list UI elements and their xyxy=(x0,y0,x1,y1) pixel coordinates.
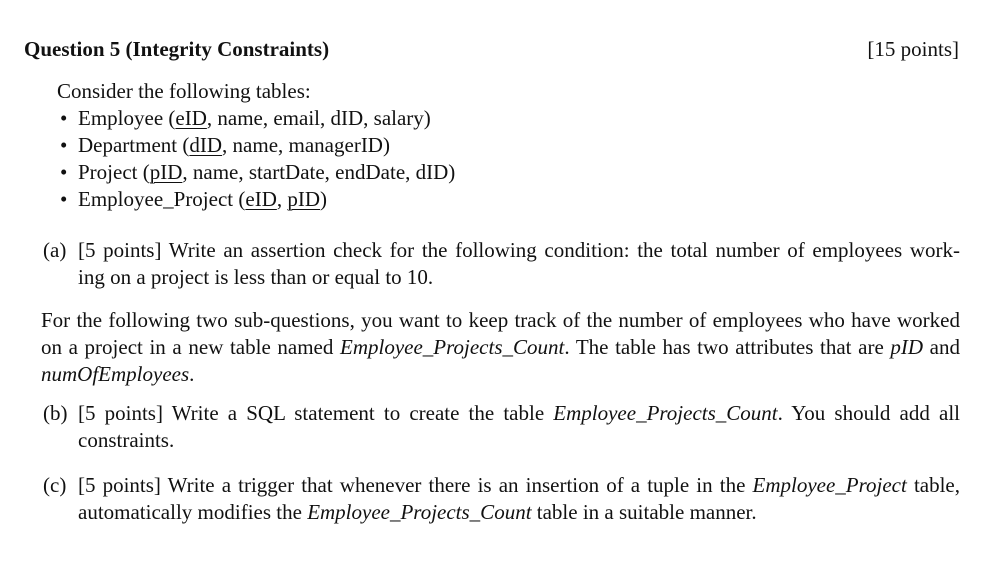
attribute-list: , xyxy=(276,187,288,211)
intro-text: Consider the following tables: xyxy=(57,79,311,103)
question-c-line2-text-a: automatically modifies the xyxy=(78,500,308,524)
table-list-item xyxy=(78,187,327,212)
table-list-item xyxy=(78,133,390,158)
paragraph-line1: For the following two sub-questions, you want to keep track of the number of employees who have worked xyxy=(41,308,960,332)
question-b-line2: constraints. xyxy=(78,428,175,452)
table-list-item xyxy=(78,106,431,131)
paragraph-attr-pid: pID xyxy=(890,335,924,359)
table-list-item xyxy=(78,160,455,185)
bullet-icon: • xyxy=(60,133,68,157)
attribute-list: , name, managerID) xyxy=(222,133,390,157)
attribute-list: , name, email, dID, salary) xyxy=(206,106,431,130)
primary-key: dID xyxy=(189,133,223,157)
question-b-line1 xyxy=(78,401,960,426)
question-c-table-name: Employee_Project xyxy=(752,473,907,497)
paragraph-line2 xyxy=(41,335,960,360)
question-c-text-b: table, xyxy=(906,473,961,497)
table-name: Employee ( xyxy=(78,106,176,130)
bullet-icon: • xyxy=(60,187,68,211)
question-c-text-a: [5 points] Write a trigger that whenever there is an insertion of a tuple in the xyxy=(78,473,753,497)
paragraph-line3 xyxy=(41,362,194,387)
question-c-line2 xyxy=(78,500,757,525)
table-name: Employee_Project ( xyxy=(78,187,246,211)
question-b-text-b: . You should add all xyxy=(777,401,960,425)
table-name: Project ( xyxy=(78,160,150,184)
question-a-label: (a) xyxy=(43,238,67,262)
paragraph-attr-num: numOfEmployees xyxy=(41,362,190,386)
paragraph-line2-text-b: . The table has two attributes that are xyxy=(564,335,891,359)
question-points: [15 points] xyxy=(867,37,959,61)
paragraph-table-name: Employee_Projects_Count xyxy=(340,335,565,359)
question-c-label: (c) xyxy=(43,473,67,497)
paragraph-line2-text-c: and xyxy=(923,335,961,359)
attribute-list: ) xyxy=(320,187,328,211)
table-name: Department ( xyxy=(78,133,190,157)
primary-key: pID xyxy=(149,160,183,184)
question-c-line2-text-b: table in a suitable manner. xyxy=(531,500,757,524)
paragraph-line2-text-a: on a project in a new table named xyxy=(41,335,340,359)
primary-key: eID xyxy=(245,187,277,211)
question-title: Question 5 (Integrity Constraints) xyxy=(24,37,330,61)
bullet-icon: • xyxy=(60,106,68,130)
primary-key: pID xyxy=(287,187,321,211)
question-c-line1 xyxy=(78,473,960,498)
question-c-line2-table-name: Employee_Projects_Count xyxy=(307,500,532,524)
paragraph-line3-end: . xyxy=(189,362,195,386)
question-a-line1: [5 points] Write an assertion check for the following condition: the total number of employees work- xyxy=(78,238,960,262)
primary-key: eID xyxy=(175,106,207,130)
question-b-table-name: Employee_Projects_Count xyxy=(553,401,778,425)
question-a-line2: ing on a project is less than or equal to 10. xyxy=(78,265,434,289)
attribute-list: , name, startDate, endDate, dID) xyxy=(182,160,456,184)
question-b-label: (b) xyxy=(43,401,68,425)
bullet-icon: • xyxy=(60,160,68,184)
question-b-text-a: [5 points] Write a SQL statement to create the table xyxy=(78,401,554,425)
